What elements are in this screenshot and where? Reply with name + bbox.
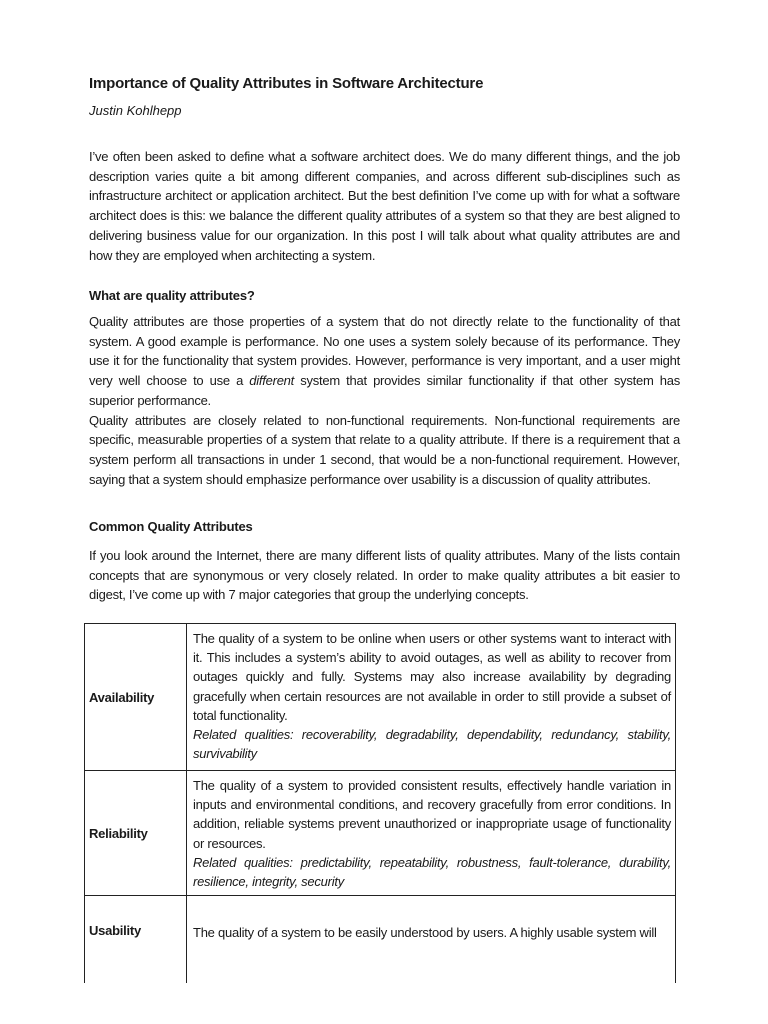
attribute-description: The quality of a system to be online when users or other systems want to interact with it. This includes a system’s ability to avoid outages, as well as ability to recover from outages quickly and fully. Systems may also increase availability by degrading gracefully when certain resources are not available in order to still provide a subset of total functionality. (193, 631, 671, 723)
section-heading-what-are-quality-attributes: What are quality attributes? (89, 288, 255, 303)
quality-attributes-definition-paragraph (89, 312, 680, 489)
definition-text-part1: Quality attributes are those properties of a system that do not directly relate to the functionality of that system. A good example is performance. No one uses a system solely because of its performance. They use it for the functionality that system provides. However, performance is very important, and a user might very well choose to use a (89, 314, 680, 389)
non-functional-requirements-text: Quality attributes are closely related to non-functional requirements. Non-functional requirements are specific, measurable properties of a system that relate to a quality attribute. If there is a requirement that a system perform all transactions in under 1 second, that would be a non-functional requirement. However, saying that a system should emphasize performance over usability is a discussion of quality attributes. (89, 412, 680, 487)
table-row (85, 771, 676, 896)
quality-attributes-table (84, 623, 676, 983)
document-author: Justin Kohlhepp (89, 103, 182, 118)
table-row (85, 624, 676, 771)
attribute-name: Reliability (85, 771, 187, 896)
attribute-related-qualities: Related qualities: recoverability, degradability, dependability, redundancy, stability, survivability (193, 727, 671, 762)
attribute-description: The quality of a system to be easily understood by users. A highly usable system will (193, 925, 657, 940)
definition-text-part2: system that provides similar functionality if that other system has superior performance. (89, 373, 680, 408)
attribute-description-cell (187, 771, 676, 896)
intro-paragraph: I’ve often been asked to define what a software architect does. We do many different things, and the job description varies quite a bit among different companies, and across different sub-disciplines such as infrastructure architect or application architect. But the best definition I’ve come up with for what a software architect does is this: we balance the different quality attributes of a system so that they are best aligned to delivering business value for our organization. In this post I will talk about what quality attributes are and how they are employed when architecting a system. (89, 149, 680, 263)
definition-emphasis: different (249, 373, 295, 389)
attribute-description-cell (187, 624, 676, 771)
common-attributes-paragraph: If you look around the Internet, there are many different lists of quality attributes. Many of the lists contain concepts that are synonymous or very closely related. In order to make quality attributes a bit easier to digest, I’ve come up with 7 major categories that group the underlying concepts. (89, 548, 680, 603)
attribute-description-cell (187, 896, 676, 984)
document-title: Importance of Quality Attributes in Software Architecture (89, 75, 484, 92)
section-heading-common-quality-attributes: Common Quality Attributes (89, 519, 253, 534)
attribute-description: The quality of a system to provided consistent results, effectively handle variation in inputs and environmental conditions, and recovery gracefully from error conditions. In addition, reliable systems prevent unauthorized or inappropriate usage of functionality or resources. (193, 778, 671, 851)
attribute-name: Availability (85, 624, 187, 771)
table-row (85, 896, 676, 984)
attribute-related-qualities: Related qualities: predictability, repeatability, robustness, fault-tolerance, durability, resilience, integrity, security (193, 854, 671, 890)
attribute-name: Usability (85, 896, 187, 984)
